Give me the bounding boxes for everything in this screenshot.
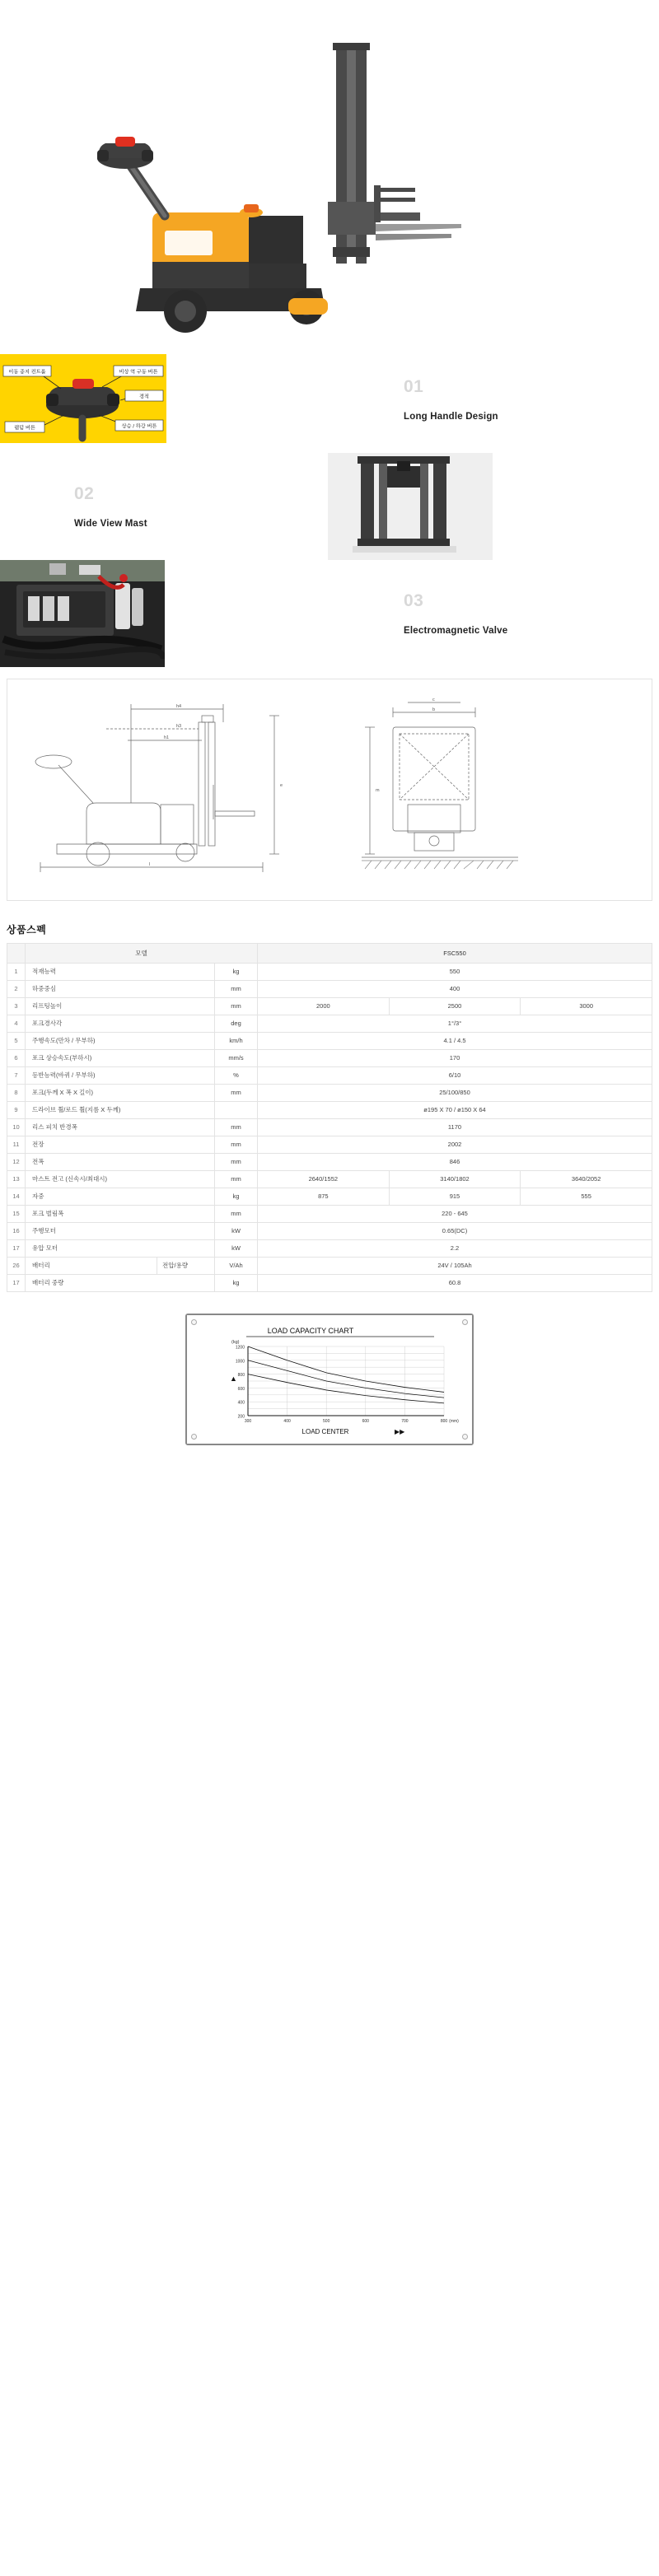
spec-section-heading: 상품스펙 [7, 924, 47, 936]
feature-block-03 [0, 560, 659, 667]
y-tick-label: 600 [237, 1386, 245, 1392]
table-row [7, 1085, 652, 1102]
row-index: 4 [7, 1015, 26, 1033]
label-top-right: 비상 역 구동 버튼 [119, 369, 158, 376]
spec-table-header-row [7, 944, 652, 964]
row-label: 주행속도(만차 / 무부하) [26, 1033, 215, 1050]
row-value: 400 [258, 981, 652, 998]
row-value: 60.8 [258, 1275, 652, 1292]
chart-title: LOAD CAPACITY CHART [267, 1327, 354, 1335]
x-tick-label: 800 [440, 1419, 448, 1424]
row-unit: mm [215, 1085, 258, 1102]
row-label: 전장 [26, 1136, 215, 1154]
x-tick-label: 300 [244, 1419, 252, 1424]
dimension-drawing [7, 679, 652, 901]
table-row [7, 1171, 652, 1188]
row-index: 2 [7, 981, 26, 998]
row-unit: mm [215, 1154, 258, 1171]
screw-icon [462, 1319, 468, 1325]
row-value: 846 [258, 1154, 652, 1171]
row-value: 550 [258, 964, 652, 981]
x-tick-label: 500 [323, 1419, 330, 1424]
x-tick-label: 700 [401, 1419, 409, 1424]
load-capacity-chart [185, 1314, 474, 1445]
table-row [7, 1258, 652, 1275]
feature-03-number: 03 [404, 591, 424, 610]
table-row [7, 981, 652, 998]
row-value: 2500 [389, 998, 521, 1015]
row-value: 170 [258, 1050, 652, 1067]
row-unit: mm [215, 1206, 258, 1223]
label-bottom-left: 램덤 버튼 [14, 425, 35, 432]
row-value: 875 [258, 1188, 390, 1206]
label-low-right: 상승 / 하강 버튼 [121, 423, 157, 430]
table-row [7, 1154, 652, 1171]
y-axis-label: (kg) [231, 1340, 240, 1345]
row-index: 9 [7, 1102, 26, 1119]
row-index: 1 [7, 964, 26, 981]
row-unit: mm [215, 1119, 258, 1136]
row-index: 10 [7, 1119, 26, 1136]
label-mid-right: 경적 [139, 394, 149, 400]
row-label: 리스 피치 반경폭 [26, 1119, 215, 1136]
row-value: 24V / 105Ah [258, 1258, 652, 1275]
table-row [7, 1033, 652, 1050]
y-tick-label: 200 [237, 1414, 245, 1420]
row-unit: kg [215, 964, 258, 981]
row-value: 4.1 / 4.5 [258, 1033, 652, 1050]
row-label: 리프팅높이 [26, 998, 215, 1015]
row-label: 등반능력(바퀴 / 무부하) [26, 1067, 215, 1085]
table-row [7, 1275, 652, 1292]
svg-text:l: l [149, 862, 151, 867]
label-top-left: 이동 중지 컨트롤 [8, 369, 46, 376]
table-row [7, 1067, 652, 1085]
feature-block-01 [0, 346, 659, 453]
spec-table [7, 943, 652, 1292]
table-row [7, 1223, 652, 1240]
row-label: 포크 벌림폭 [26, 1206, 215, 1223]
row-value: 0.65(DC) [258, 1223, 652, 1240]
row-unit: % [215, 1067, 258, 1085]
row-label: 배터리 중량 [26, 1275, 215, 1292]
feature-03-image [0, 560, 321, 667]
row-unit: mm [215, 1136, 258, 1154]
row-index: 12 [7, 1154, 26, 1171]
feature-03-title: Electromagnetic Valve [404, 626, 508, 636]
row-value: 915 [389, 1188, 521, 1206]
row-unit: kg [215, 1275, 258, 1292]
feature-02-title: Wide View Mast [74, 519, 147, 529]
feature-01-text [354, 346, 659, 453]
row-unit: kW [215, 1223, 258, 1240]
row-index: 5 [7, 1033, 26, 1050]
row-value: 6/10 [258, 1067, 652, 1085]
up-arrow-icon: ▲ [230, 1374, 237, 1383]
row-label: 포크(두께 X 폭 X 길이) [26, 1085, 215, 1102]
hero-product-image [0, 0, 659, 346]
svg-text:h1: h1 [164, 735, 170, 740]
load-chart-section [0, 1314, 659, 1465]
y-tick-label: 1000 [235, 1359, 245, 1365]
row-label: 하중중심 [26, 981, 215, 998]
row-unit: mm [215, 981, 258, 998]
svg-text:h3: h3 [176, 724, 182, 729]
svg-text:e: e [280, 783, 283, 788]
row-label: 배터리 [26, 1258, 157, 1275]
right-arrow-icon: ▶▶ [395, 1428, 405, 1435]
table-row [7, 1050, 652, 1067]
screw-icon [462, 1434, 468, 1440]
row-unit: km/h [215, 1033, 258, 1050]
row-index: 17 [7, 1275, 26, 1292]
row-index: 7 [7, 1067, 26, 1085]
row-value: 1°/3° [258, 1015, 652, 1033]
row-value: 555 [521, 1188, 652, 1206]
row-value: 2002 [258, 1136, 652, 1154]
svg-text:m: m [376, 788, 380, 793]
feature-02-image [328, 453, 649, 560]
row-index: 11 [7, 1136, 26, 1154]
row-label: 전폭 [26, 1154, 215, 1171]
x-tick-label: 600 [362, 1419, 369, 1424]
feature-02-text [0, 453, 305, 560]
row-value: 2640/1552 [258, 1171, 390, 1188]
row-unit: mm [215, 998, 258, 1015]
row-value: 2000 [258, 998, 390, 1015]
row-label: 포크 상승속도(부하시) [26, 1050, 215, 1067]
row-unit: kg [215, 1188, 258, 1206]
svg-text:h4: h4 [176, 704, 182, 709]
y-tick-label: 1200 [235, 1345, 245, 1351]
svg-text:c: c [432, 698, 435, 702]
screw-icon [191, 1434, 197, 1440]
row-index: 3 [7, 998, 26, 1015]
row-value: 1170 [258, 1119, 652, 1136]
feature-block-02 [0, 453, 659, 560]
row-index: 14 [7, 1188, 26, 1206]
header-index [7, 944, 26, 964]
feature-01-title: Long Handle Design [404, 412, 498, 422]
row-index: 17 [7, 1240, 26, 1258]
row-unit: kW [215, 1240, 258, 1258]
screw-icon [191, 1319, 197, 1325]
table-row [7, 1188, 652, 1206]
row-label: 마스트 전고 (신속시/최대시) [26, 1171, 215, 1188]
table-row [7, 1102, 652, 1119]
x-axis-label: LOAD CENTER [301, 1428, 349, 1435]
feature-02-number: 02 [74, 484, 95, 503]
row-label: 자중 [26, 1188, 215, 1206]
row-label: 주행모터 [26, 1223, 215, 1240]
row-label: 유압 모터 [26, 1240, 215, 1258]
row-value: 220 - 645 [258, 1206, 652, 1223]
y-tick-label: 800 [237, 1373, 245, 1379]
header-model-label: 모델 [26, 944, 258, 964]
row-value: ø195 X 70 / ø150 X 64 [258, 1102, 652, 1119]
row-unit: mm/s [215, 1050, 258, 1067]
spec-table-body [7, 964, 652, 1292]
table-row [7, 1136, 652, 1154]
row-index: 26 [7, 1258, 26, 1275]
row-index: 16 [7, 1223, 26, 1240]
row-unit [215, 1102, 258, 1119]
row-index: 15 [7, 1206, 26, 1223]
table-row [7, 998, 652, 1015]
row-value: 25/100/850 [258, 1085, 652, 1102]
table-row [7, 1015, 652, 1033]
row-unit: mm [215, 1171, 258, 1188]
x-tick-label: 400 [283, 1419, 291, 1424]
row-index: 13 [7, 1171, 26, 1188]
y-tick-label: 400 [237, 1400, 245, 1406]
row-label: 포크경사각 [26, 1015, 215, 1033]
row-label: 적재능력 [26, 964, 215, 981]
table-row [7, 1206, 652, 1223]
feature-01-image [0, 346, 321, 453]
row-unit: deg [215, 1015, 258, 1033]
row-label: 드라이브 휠/로드 휠(지름 X 두께) [26, 1102, 215, 1119]
row-value: 3000 [521, 998, 652, 1015]
x-unit-label: (mm) [449, 1419, 459, 1424]
header-model-value: FSC550 [258, 944, 652, 964]
feature-03-text [354, 560, 659, 667]
row-value: 3140/1802 [389, 1171, 521, 1188]
table-row [7, 1240, 652, 1258]
table-row [7, 1119, 652, 1136]
row-value: 3640/2052 [521, 1171, 652, 1188]
row-unit: V/Ah [215, 1258, 258, 1275]
row-sublabel: 전압/용량 [157, 1258, 215, 1275]
table-row [7, 964, 652, 981]
row-value: 2.2 [258, 1240, 652, 1258]
svg-text:b: b [432, 707, 436, 712]
row-index: 8 [7, 1085, 26, 1102]
feature-01-number: 01 [404, 377, 424, 396]
row-index: 6 [7, 1050, 26, 1067]
